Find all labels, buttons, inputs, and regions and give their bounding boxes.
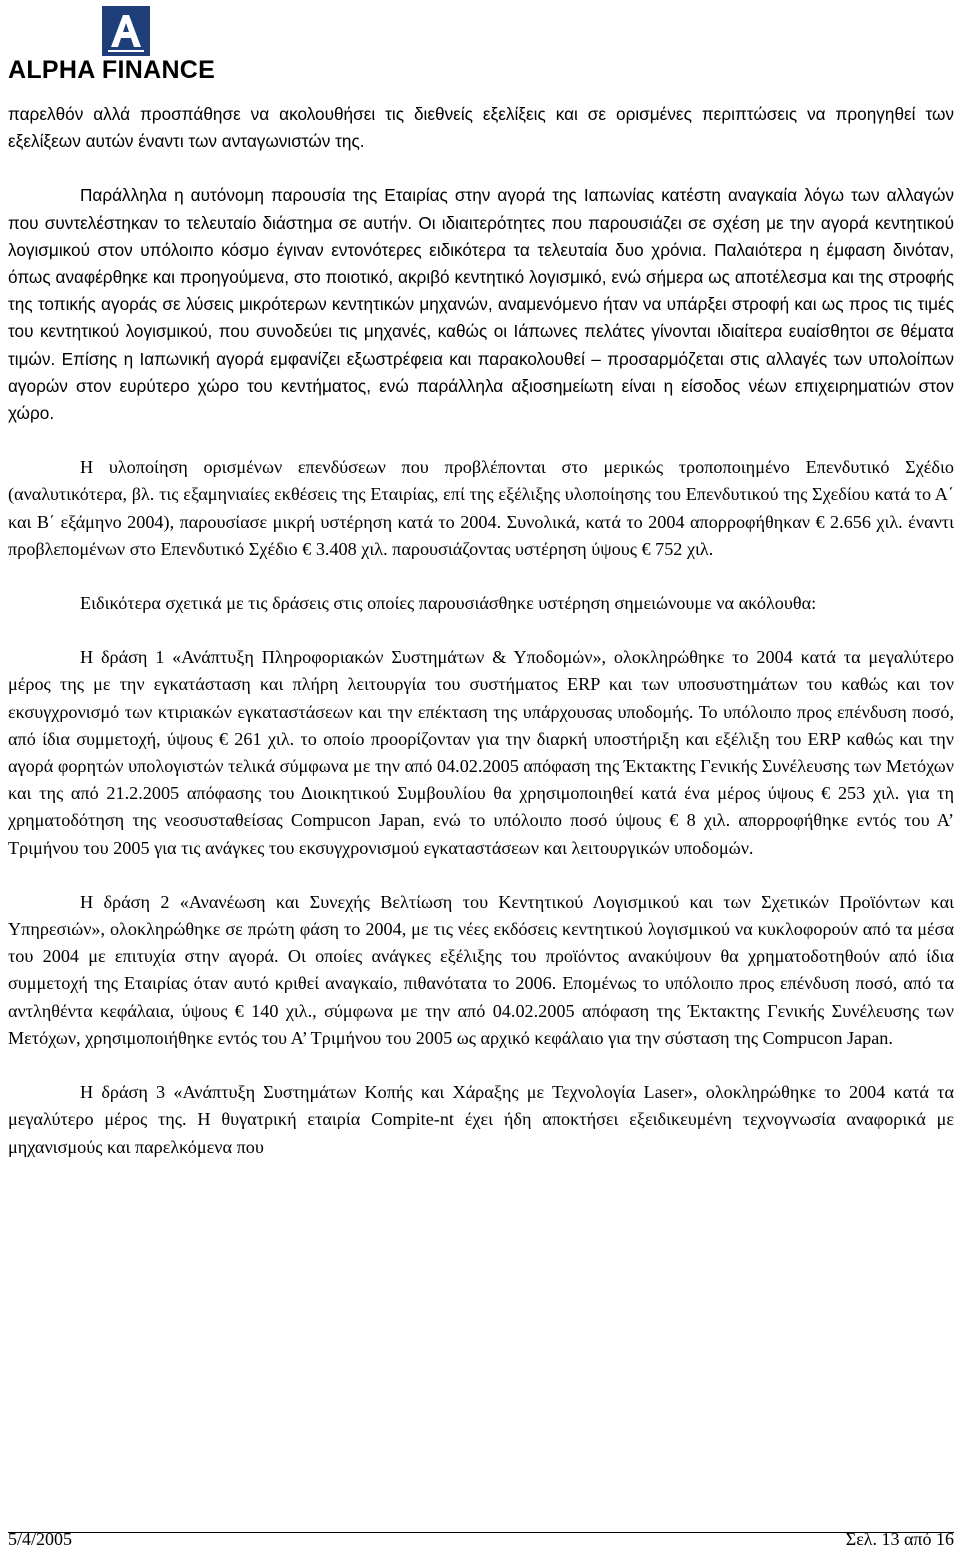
- footer-date: 5/4/2005: [8, 1529, 73, 1549]
- paragraph-action-3: Η δράση 3 «Ανάπτυξη Συστημάτων Κοπής και Χάραξης με Τεχνολογία Laser», ολοκληρώθηκε το 2004 κατά τα μεγαλύτερο μέρος της. Η θυγατρική εταιρία Compite-nt έχει ήδη αποκτήσει εξειδικευμένη τεχνογνωσία αναφορικά με μηχανισμούς και παρελκόμενα που: [8, 1082, 954, 1157]
- footer-divider: [8, 1532, 954, 1533]
- document-body: [8, 101, 954, 1161]
- alpha-finance-logo-icon: [102, 6, 150, 56]
- logo-wordmark: ALPHA FINANCE: [8, 56, 216, 84]
- footer-page-number: Σελ. 13 από 16: [845, 1529, 954, 1549]
- paragraph-intro-continuation: παρελθόν αλλά προσπάθησε να ακολουθήσει τις διεθνείς εξελίξεις και σε ορισμένες περιπτώσεις να προηγηθεί των εξελίξεων αυτών έναντι των ανταγωνιστών της.: [8, 104, 954, 152]
- header-logo: [8, 6, 248, 82]
- paragraph-investment-plan: Η υλοποίηση ορισμένων επενδύσεων που προβλέπονται στο μερικώς τροποποιημένο Επενδυτικό Σχέδιο (αναλυτικότερα, βλ. τις εξαμηνιαίες εκθέσεις της Εταιρίας, επί της εξέλιξης υλοποίησης του Επενδυτικού της Σχεδίου κατά το Α΄ και Β΄ εξάμηνο 2004), παρουσίασε μικρή υστέρηση κατά το 2004. Συνολικά, κατά το 2004 απορροφήθηκαν € 2.656 χιλ. έναντι προβλεπομένων στο Επενδυτικό Σχέδιο € 3.408 χιλ. παρουσιάζοντας υστέρηση ύψους € 752 χιλ.: [8, 457, 954, 559]
- paragraph-actions-intro: Ειδικότερα σχετικά με τις δράσεις στις οποίες παρουσιάσθηκε υστέρηση σημειώνουμε να ακόλουθα:: [80, 593, 817, 614]
- paragraph-action-2: Η δράση 2 «Ανανέωση και Συνεχής Βελτίωση του Κεντητικού Λογισμικού και των Σχετικών Προϊόντων και Υπηρεσιών», ολοκληρώθηκε σε πρώτη φάση το 2004, με τις νέες εκδόσεις κεντητικού λογισμικού να κυκλοφορούν από τα μέσα του 2004 με επιτυχία στην αγορά. Οι οποίες ανάγκες εξέλιξης του προϊόντος ανακύψουν θα χρηματοδοτηθούν από ίδια συμμετοχή της Εταιρίας όταν αυτό κριθεί αναγκαίο, πιθανότατα το 2006. Επομένως το υπόλοιπο προς επένδυση ποσό, από τα αντληθέντα κεφάλαια, ύψους € 140 χιλ., σύμφωνα με την από 04.02.2005 απόφαση της Έκτακτης Γενικής Συνέλευσης των Μετόχων, χρησιμοποιήθηκε εντός του Α’ Τριμήνου του 2005 ως αρχικό κεφάλαιο για την σύσταση της Compucon Japan.: [8, 891, 954, 1048]
- paragraph-japan-market: Παράλληλα η αυτόνομη παρουσία της Εταιρίας στην αγορά της Ιαπωνίας κατέστη αναγκαία λόγω των αλλαγών που συντελέστηκαν το τελευταίο διάστημα σε αυτήν. Οι ιδιαιτερότητες που παρουσιάζει σε σχέση με την αγορά κεντητικού λογισμικού στον υπόλοιπο κόσμο έγιναν εντονότερες ειδικότερα τα τελευταία δυο χρόνια. Παλαιότερα η έμφαση δινόταν, όπως αναφέρθηκε και προηγούμενα, στο ποιοτικό, ακριβό κεντητικό λογισμικό, ενώ σήμερα ως αποτέλεσμα και της στροφής της τοπικής αγοράς σε λύσεις μικρότερων κεντητικών μηχανών, αναμενόμενο ήταν να υπάρξει στροφή και ως προς τις τιμές του κεντητικού λογισμικού, που συνοδεύει τις μηχανές, καθώς οι Ιάπωνες πελάτες γίνονται ιδιαίτερα ευαίσθητοι σε θέματα τιμών. Επίσης η Ιαπωνική αγορά εμφανίζει εξωστρέφεια και παρακολουθεί – προσαρμόζεται στις αλλαγές των υπολοίπων αγορών στον ευρύτερο χώρο του κεντήματος, ενώ παράλληλα αξιοσημείωτη είναι η είσοδος νέων επιχειρηματιών στον χώρο.: [8, 185, 954, 424]
- paragraph-action-1: Η δράση 1 «Ανάπτυξη Πληροφοριακών Συστημάτων & Υποδομών», ολοκληρώθηκε το 2004 κατά τα μεγαλύτερο μέρος της με την εγκατάσταση και πλήρη λειτουργία του συστήματος ERP και των υποσυστημάτων του καθώς και τον εκσυγχρονισμό των κτιριακών εγκαταστάσεων και την επέκταση της υπάρχουσας υποδομής. Το υπόλοιπο προς επένδυση ποσό, από ίδια συμμετοχή, ύψους € 261 χιλ. το οποίο προορίζονταν για την διαρκή υποστήριξη και εξέλιξη του ERP καθώς και την αγορά φορητών υπολογιστών τελικά σύμφωνα με την από 04.02.2005 απόφαση της Έκτακτης Γενικής Συνέλευσης των Μετόχων και της από 21.2.2005 απόφασης του Διοικητικού Συμβουλίου θα χρησιμοποιηθεί κατά ένα μέρος ύψους € 253 χιλ. για τη χρηματοδότηση της νεοσυσταθείσας Compucon Japan, ενώ το υπόλοιπο ποσό ύψους € 8 χιλ. απορροφήθηκε εντός του Α’ Τριμήνου του 2005 για τις ανάγκες του εκσυγχρονισμού εγκαταστάσεων και λειτουργικών υποδομών.: [8, 647, 954, 858]
